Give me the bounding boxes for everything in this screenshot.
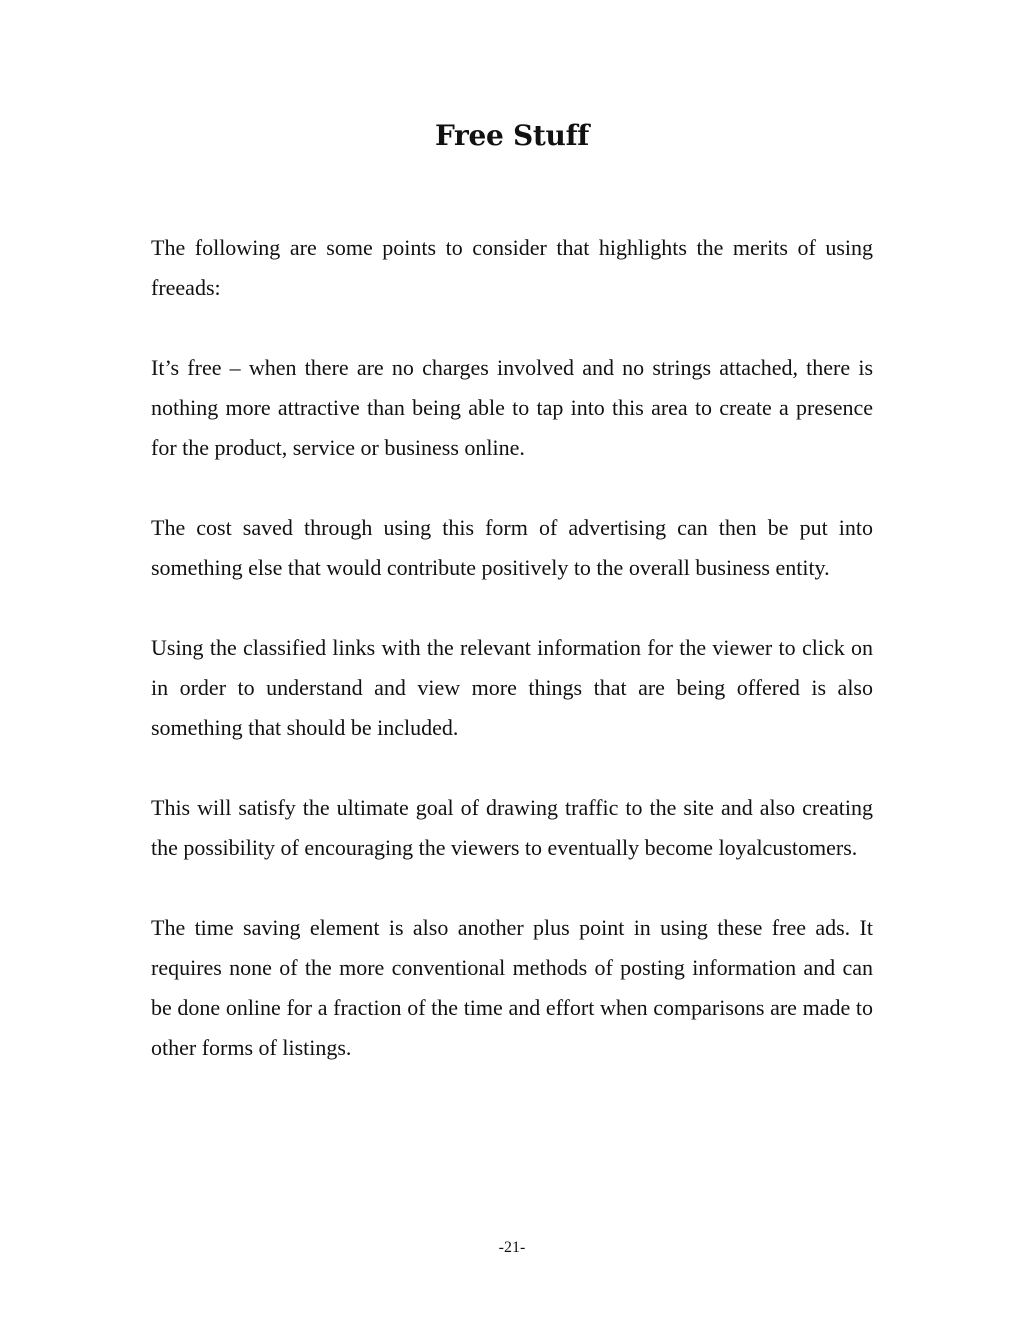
page-number: -21- bbox=[498, 1239, 526, 1256]
paragraph-traffic-goal: This will satisfy the ultimate goal of drawing traffic to the site and also creating the possibility of encouraging the viewers to eventually become loyalcustomers. bbox=[151, 795, 873, 860]
paragraph-cost-saved: The cost saved through using this form of advertising can then be put into something else that would contribute positively to the overall business entity. bbox=[151, 515, 873, 580]
body-text bbox=[151, 228, 873, 1108]
paragraph-its-free: It’s free – when there are no charges involved and no strings attached, there is nothing more attractive than being able to tap into this area to create a presence for the product, service or business online. bbox=[151, 355, 873, 460]
paragraph-intro: The following are some points to consider that highlights the merits of using freeads: bbox=[151, 235, 873, 300]
paragraph-classified-links: Using the classified links with the relevant information for the viewer to click on in order to understand and view more things that are being offered is also something that should be included. bbox=[151, 635, 873, 740]
paragraph-time-saving: The time saving element is also another plus point in using these free ads. It requires none of the more conventional methods of posting information and can be done online for a fraction of the time and effort when comparisons are made to other forms of listings. bbox=[151, 915, 873, 1060]
page-title: Free Stuff bbox=[434, 119, 590, 152]
